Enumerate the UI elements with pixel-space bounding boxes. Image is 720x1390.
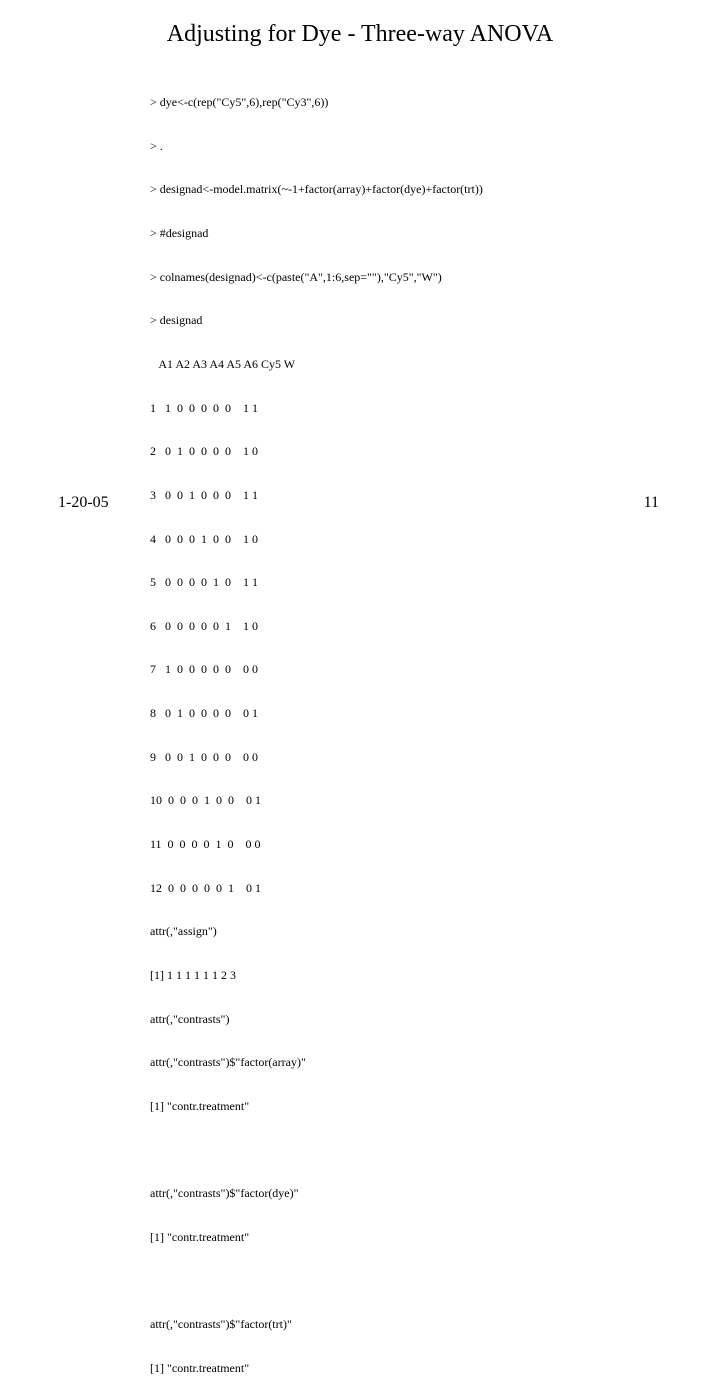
console-line: [1] "contr.treatment" (150, 1360, 250, 1375)
console-line: attr(,"contrasts")$"factor(trt)" (150, 1317, 292, 1332)
console-line: attr(,"contrasts")$"factor(dye)" (150, 1186, 299, 1201)
matrix-row: 10 0 0 0 1 0 0 0 1 (150, 793, 261, 808)
matrix-row: 4 0 0 0 1 0 0 1 0 (150, 531, 258, 546)
console-line: attr(,"contrasts") (150, 1011, 230, 1026)
page-number: 11 (643, 494, 659, 511)
matrix-row: 3 0 0 1 0 0 0 1 1 (150, 487, 258, 502)
matrix-row: 1 1 0 0 0 0 0 1 1 (150, 400, 258, 415)
console-line: [1] "contr.treatment" (150, 1229, 250, 1244)
console-line: > designad<-model.matrix(~-1+factor(array)+factor(dye)+factor(trt)) (150, 182, 483, 197)
console-line: > . (150, 138, 163, 153)
console-line: [1] 1 1 1 1 1 1 2 3 (150, 967, 236, 982)
matrix-row: 9 0 0 1 0 0 0 0 0 (150, 749, 258, 764)
matrix-row: 11 0 0 0 0 1 0 0 0 (150, 836, 261, 851)
console-line: > colnames(designad)<-c(paste("A",1:6,sep=""),"Cy5","W") (150, 269, 442, 284)
console-line: > #designad (150, 226, 209, 241)
console-line: [1] "contr.treatment" (150, 1098, 250, 1113)
matrix-row: 12 0 0 0 0 0 1 0 1 (150, 880, 261, 895)
r-console-output (150, 66, 483, 1390)
matrix-row: 7 1 0 0 0 0 0 0 0 (150, 662, 258, 677)
console-line: attr(,"assign") (150, 924, 217, 939)
matrix-row: 5 0 0 0 0 1 0 1 1 (150, 575, 258, 590)
console-line: > dye<-c(rep("Cy5",6),rep("Cy3",6)) (150, 95, 329, 110)
matrix-header: A1 A2 A3 A4 A5 A6 Cy5 W (150, 356, 296, 371)
console-line: > designad (150, 313, 203, 328)
matrix-row: 6 0 0 0 0 0 1 1 0 (150, 618, 258, 633)
matrix-row: 2 0 1 0 0 0 0 1 0 (150, 444, 258, 459)
console-blank-line (150, 1273, 483, 1288)
matrix-row: 8 0 1 0 0 0 0 0 1 (150, 706, 258, 721)
console-line: attr(,"contrasts")$"factor(array)" (150, 1055, 306, 1070)
footer-date: 1-20-05 (58, 494, 109, 511)
slide-title: Adjusting for Dye - Three-way ANOVA (166, 21, 554, 47)
console-blank-line (150, 1142, 483, 1157)
